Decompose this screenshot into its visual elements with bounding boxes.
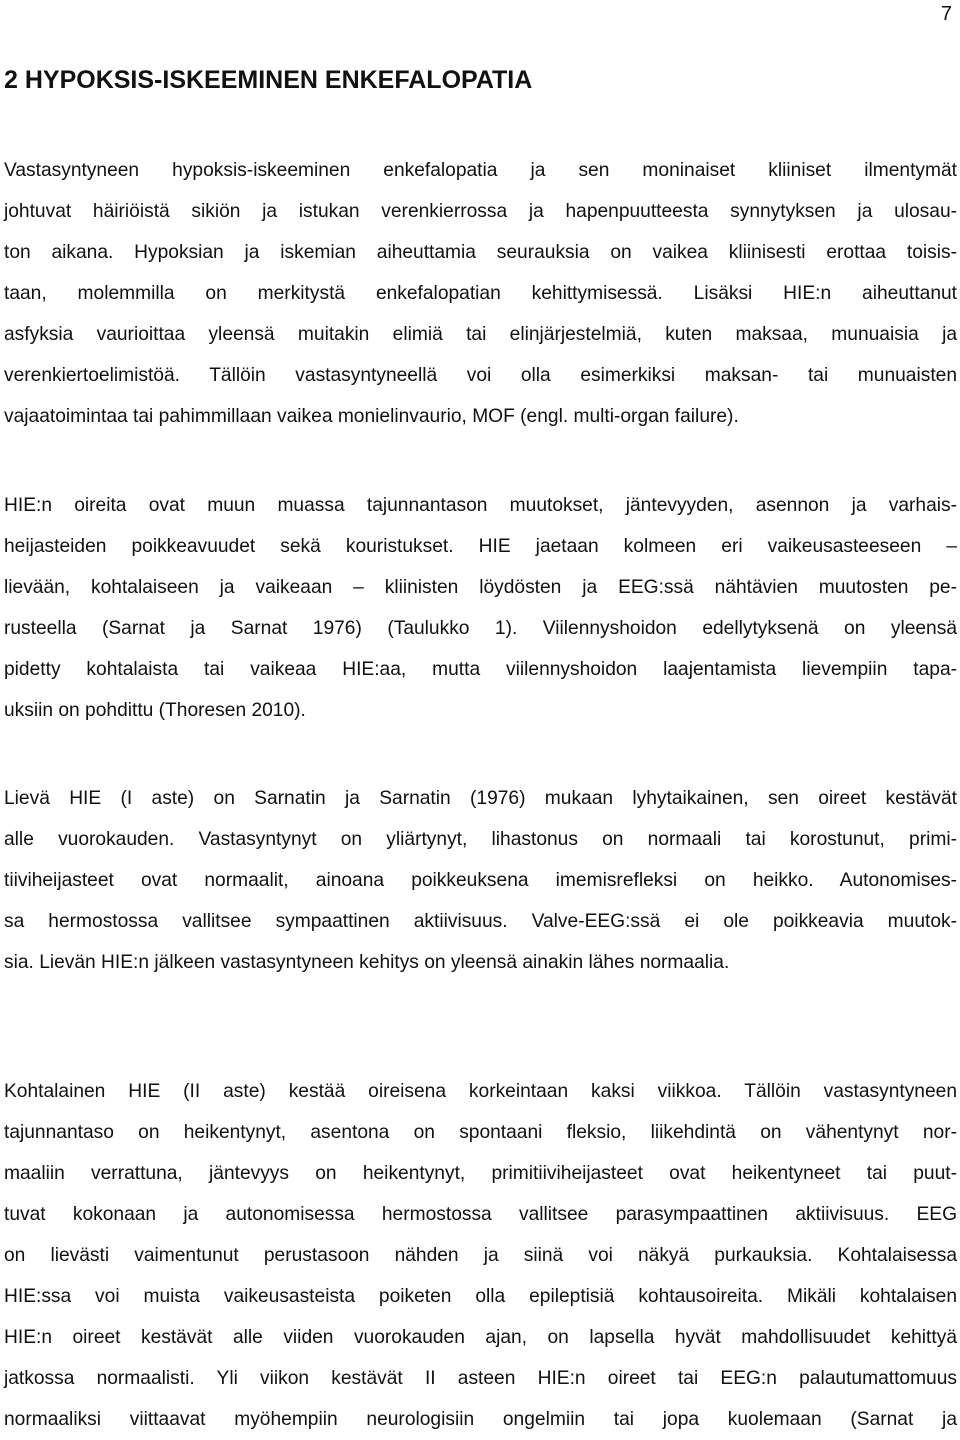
- paragraph-moderate-hie: [4, 1071, 957, 1440]
- paragraph-line: uksiin on pohdittu (Thoresen 2010).: [4, 700, 306, 721]
- paragraph-line: Kohtalainen HIE (II aste) kestää oireisena korkeintaan kaksi viikkoa. Tällöin vastasyntyneen: [4, 1081, 957, 1102]
- paragraph-line: vajaatoimintaa tai pahimmillaan vaikea monielinvaurio, MOF (engl. multi-organ failure).: [4, 406, 739, 427]
- paragraph-line: pidetty kohtalaista tai vaikeaa HIE:aa, mutta viilennyshoidon laajentamista lievempiin tapa-: [4, 659, 957, 680]
- paragraph-line: normaaliksi viittaavat myöhempiin neurologisiin ongelmiin tai jopa kuolemaan (Sarnat ja: [4, 1409, 957, 1430]
- paragraph-line: HIE:ssa voi muista vaikeusasteista poiketen olla epileptisiä kohtausoireita. Mikäli kohtalaisen: [4, 1286, 957, 1307]
- paragraph-mild-hie: [4, 778, 957, 983]
- paragraph-line: verenkiertoelimistöä. Tällöin vastasyntyneellä voi olla esimerkiksi maksan- tai munuaisten: [4, 365, 957, 386]
- paragraph-symptoms: [4, 485, 957, 731]
- paragraph-line: lievään, kohtalaiseen ja vaikeaan – kliinisten löydösten ja EEG:ssä nähtävien muutosten pe-: [4, 577, 957, 598]
- paragraph-line: sa hermostossa vallitsee sympaattinen aktiivisuus. Valve-EEG:ssä ei ole poikkeavia muutok-: [4, 911, 957, 932]
- paragraph-definition: [4, 150, 957, 437]
- paragraph-line: HIE:n oireita ovat muun muassa tajunnantason muutokset, jäntevyyden, asennon ja varhais-: [4, 495, 957, 516]
- paragraph-line: Vastasyntyneen hypoksis-iskeeminen enkefalopatia ja sen moninaiset kliiniset ilmentymät: [4, 160, 957, 181]
- page-number: 7: [940, 3, 952, 25]
- paragraph-line: jatkossa normaalisti. Yli viikon kestävät II asteen HIE:n oireet tai EEG:n palautumattomuus: [4, 1368, 957, 1389]
- paragraph-line: on lievästi vaimentunut perustasoon nähden ja siinä voi näkyä purkauksia. Kohtalaisessa: [4, 1245, 957, 1266]
- paragraph-line: rusteella (Sarnat ja Sarnat 1976) (Taulukko 1). Viilennyshoidon edellytyksenä on yleensä: [4, 618, 957, 639]
- paragraph-line: tiiviheijasteet ovat normaalit, ainoana poikkeuksena imemisrefleksi on heikko. Autonomises-: [4, 870, 957, 891]
- paragraph-line: tuvat kokonaan ja autonomisessa hermostossa vallitsee parasympaattinen aktiivisuus. EEG: [4, 1204, 957, 1225]
- section-heading: 2 HYPOKSIS-ISKEEMINEN ENKEFALOPATIA: [4, 66, 533, 94]
- paragraph-line: ton aikana. Hypoksian ja iskemian aiheuttamia seurauksia on vaikea kliinisesti erottaa toisis-: [4, 242, 957, 263]
- paragraph-line: sia. Lievän HIE:n jälkeen vastasyntyneen kehitys on yleensä ainakin lähes normaalia.: [4, 952, 730, 973]
- paragraph-line: Lievä HIE (I aste) on Sarnatin ja Sarnatin (1976) mukaan lyhytaikainen, sen oireet kestävät: [4, 788, 957, 809]
- paragraph-line: asfyksia vaurioittaa yleensä muitakin elimiä tai elinjärjestelmiä, kuten maksaa, munuaisia ja: [4, 324, 957, 345]
- paragraph-line: taan, molemmilla on merkitystä enkefalopatian kehittymisessä. Lisäksi HIE:n aiheuttanut: [4, 283, 957, 304]
- paragraph-line: johtuvat häiriöistä sikiön ja istukan verenkierrossa ja hapenpuutteesta synnytyksen ja ulosau-: [4, 201, 957, 222]
- paragraph-line: HIE:n oireet kestävät alle viiden vuorokauden ajan, on lapsella hyvät mahdollisuudet kehittyä: [4, 1327, 957, 1348]
- paragraph-line: tajunnantaso on heikentynyt, asentona on spontaani fleksio, liikehdintä on vähentynyt nor-: [4, 1122, 957, 1143]
- paragraph-line: heijasteiden poikkeavuudet sekä kouristukset. HIE jaetaan kolmeen eri vaikeusasteeseen –: [4, 536, 957, 557]
- paragraph-line: alle vuorokauden. Vastasyntynyt on yliärtynyt, lihastonus on normaali tai korostunut, primi-: [4, 829, 957, 850]
- paragraph-line: maaliin verrattuna, jäntevyys on heikentynyt, primitiiviheijasteet ovat heikentyneet tai puut-: [4, 1163, 957, 1184]
